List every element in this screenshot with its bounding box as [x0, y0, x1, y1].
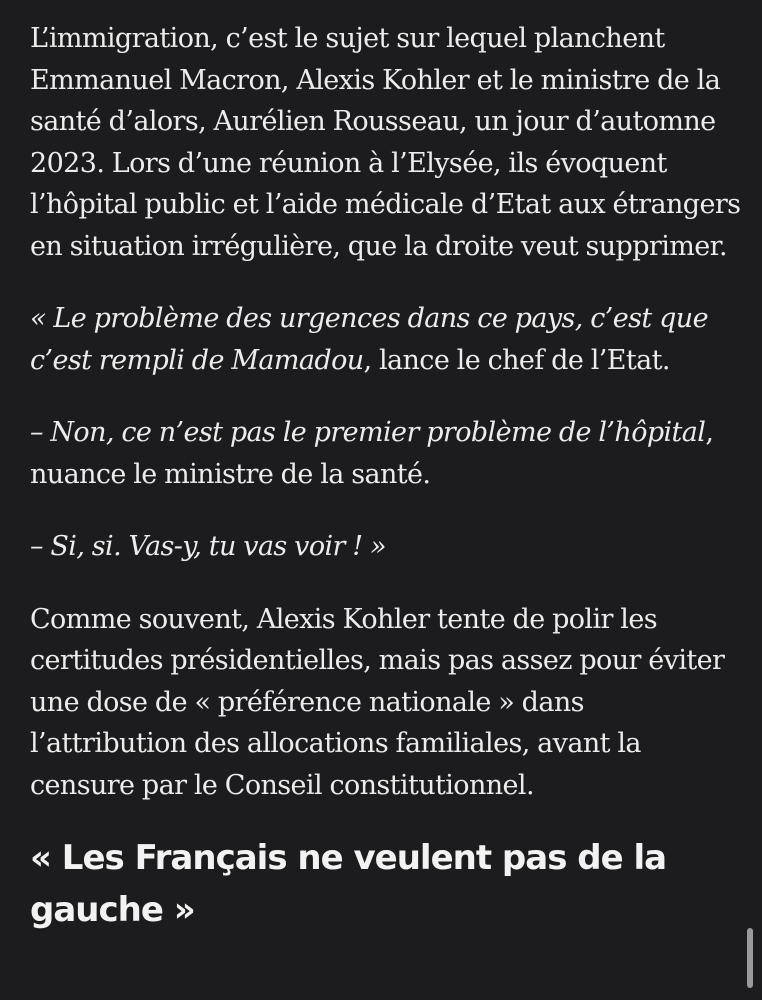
article-body [30, 18, 742, 936]
quote-macron-reply-italic: – Si, si. Vas-y, tu vas voir ! » [30, 531, 386, 562]
scrollbar-thumb[interactable] [747, 928, 753, 988]
quote-macron-reply [30, 526, 742, 568]
quote-macron-italic: « Le problème des urgences dans ce pays, c’est que c’est rempli de Mamadou [30, 303, 708, 376]
quote-minister-attribution: , nuance le ministre de la santé. [30, 417, 714, 490]
quote-minister [30, 412, 742, 495]
quote-macron [30, 298, 742, 381]
quote-macron-attribution: , lance le chef de l’Etat. [363, 344, 670, 376]
paragraph-immigration: L’immigration, c’est le sujet sur lequel planchent Emmanuel Macron, Alexis Kohler et le ministre de la santé d’alors, Aurélien Rousseau, un jour d’automne 2023. Lors d’une réunion à l’Elysée, ils évoquent l’hôpital public et l’aide médicale d’Etat aux étrangers en situation irrégulière, que la droite veut supprimer. [30, 23, 741, 262]
section-subheading: « Les Français ne veulent pas de la gauche » [30, 838, 667, 930]
paragraph-kohler: Comme souvent, Alexis Kohler tente de polir les certitudes présidentielles, mais pas assez pour éviter une dose de « préférence nationale » dans l’attribution des allocations familiales, avant la censure par le Conseil constitutionnel. [30, 603, 725, 801]
quote-minister-italic: – Non, ce n’est pas le premier problème de l’hôpital [30, 417, 706, 448]
